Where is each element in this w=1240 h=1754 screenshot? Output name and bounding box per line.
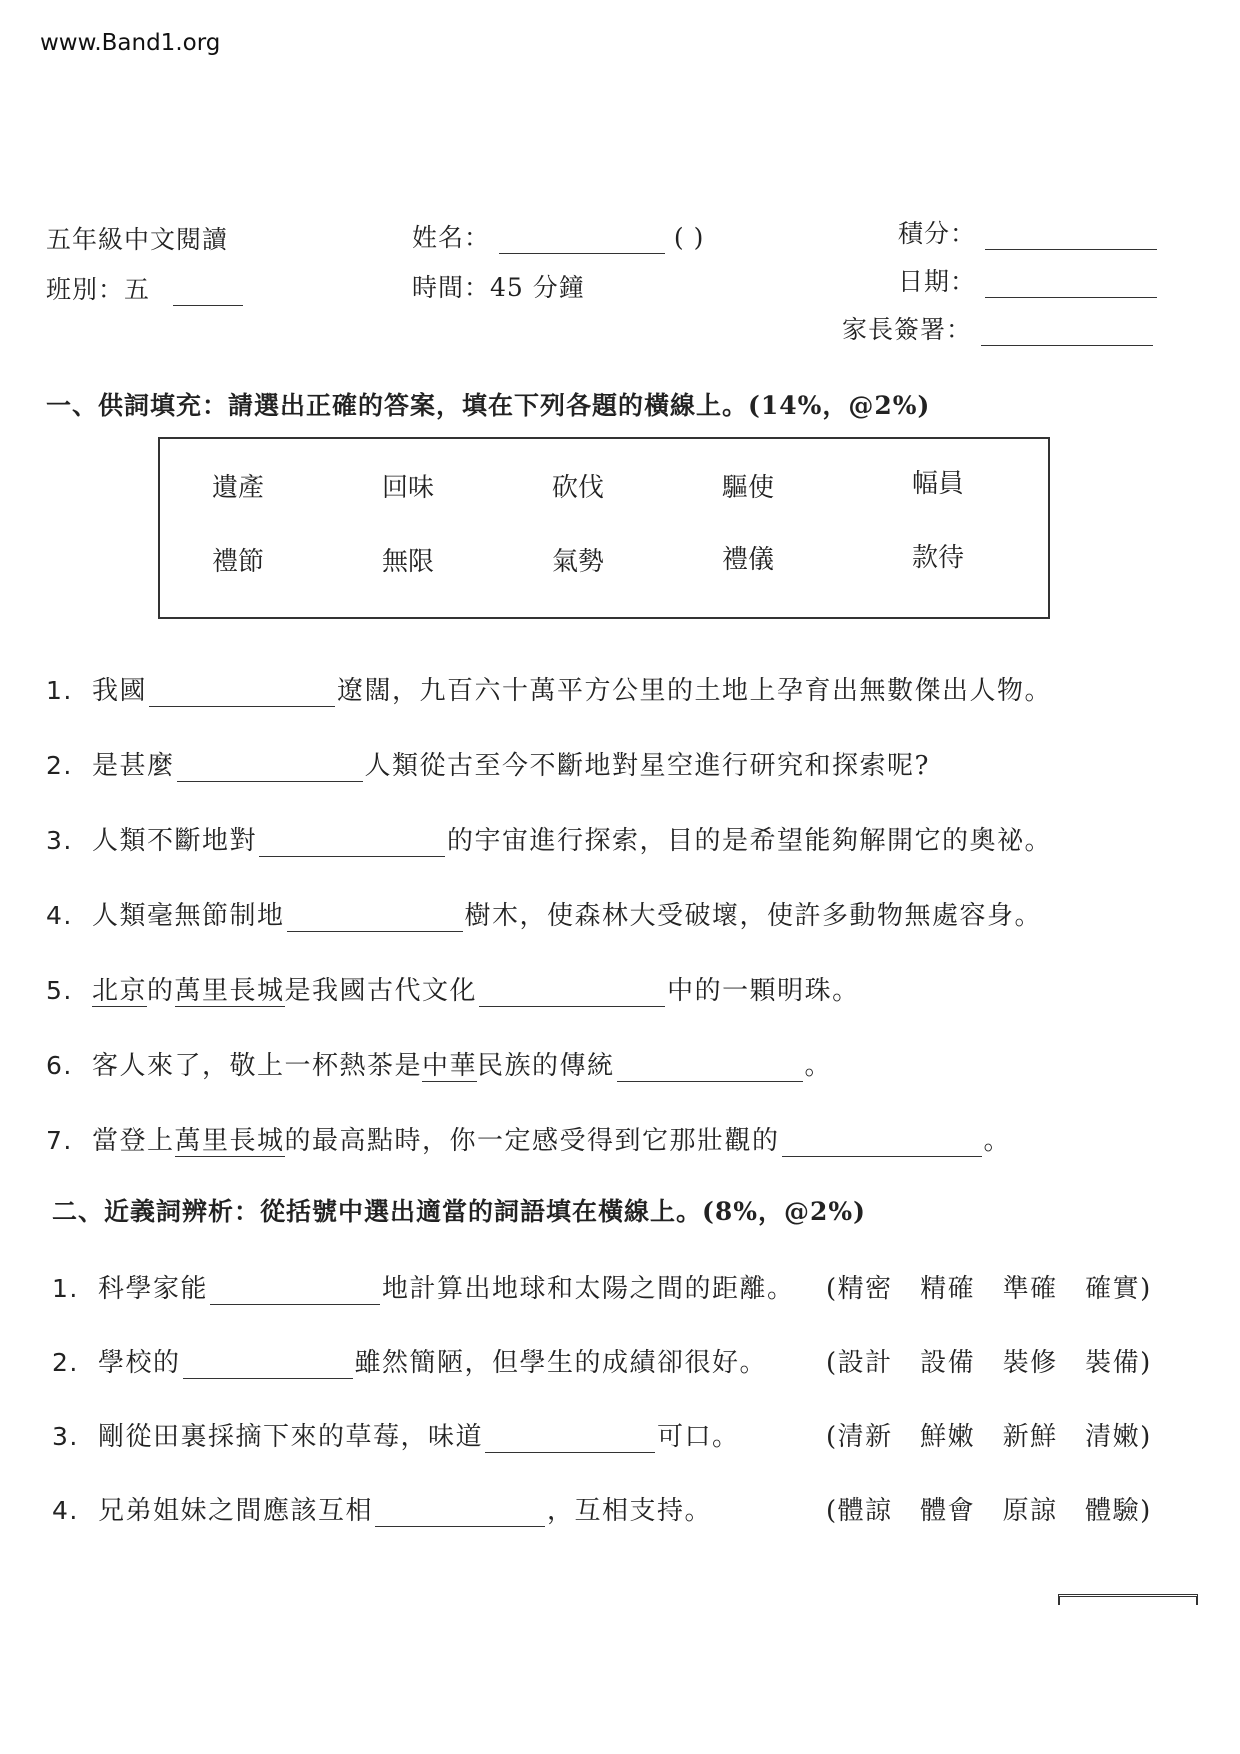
name-field — [412, 218, 704, 254]
score-field — [898, 214, 1157, 250]
question-1-3 — [46, 820, 1052, 857]
question-number: 3. — [52, 1422, 79, 1451]
section-2-title: 二、近義詞辨析：從括號中選出適當的詞語填在橫線上。(8%，@2%) — [52, 1197, 866, 1226]
question-text: 人類從古至今不斷地對星空進行研究和探索呢? — [364, 751, 930, 781]
time-label: 時間：45 分鐘 — [412, 273, 585, 302]
score-label: 積分： — [898, 219, 977, 248]
question-2-1-options: (精密 精確 準確 確實) — [826, 1274, 1152, 1304]
worksheet-title: 五年級中文閱讀 — [46, 225, 229, 254]
question-text: 樹木，使森林大受破壞，使許多動物無處容身。 — [464, 901, 1043, 931]
class-blank[interactable] — [173, 279, 243, 306]
date-blank[interactable] — [985, 271, 1157, 298]
question-number: 2. — [46, 751, 73, 780]
question-2-3 — [52, 1416, 740, 1453]
question-2-4-options: (體諒 體會 原諒 體驗) — [826, 1496, 1152, 1526]
word-bank-item: 回味 — [382, 473, 435, 503]
class-field — [46, 270, 243, 306]
question-text: 中的一顆明珠。 — [667, 976, 860, 1006]
question-text: 當登上 — [92, 1126, 175, 1156]
word-bank-item: 驅使 — [722, 473, 775, 503]
question-text: 地計算出地球和太陽之間的距離。 — [382, 1274, 795, 1304]
question-text: 。 — [983, 1126, 1012, 1156]
question-1-7 — [46, 1120, 1011, 1157]
date-field — [898, 262, 1157, 298]
question-text: 民族的傳統 — [477, 1051, 615, 1081]
word-bank-item: 禮節 — [212, 547, 265, 577]
question-2-2-options: (設計 設備 裝修 裝備) — [826, 1348, 1152, 1378]
answer-blank[interactable] — [479, 979, 665, 1007]
word-bank-item: 幅員 — [912, 469, 965, 499]
question-number: 4. — [46, 901, 73, 930]
question-number: 5. — [46, 976, 73, 1005]
word-bank-item: 遺產 — [212, 473, 265, 503]
question-text: 科學家能 — [98, 1274, 209, 1304]
word-bank-item: 款待 — [912, 543, 965, 573]
proper-noun: 萬里長城 — [174, 976, 285, 1006]
answer-blank[interactable] — [183, 1351, 353, 1379]
question-text: 是我國古代文化 — [284, 976, 478, 1006]
question-2-4 — [52, 1490, 712, 1527]
question-1-1 — [46, 670, 1052, 707]
answer-blank[interactable] — [287, 904, 463, 932]
proper-noun: 萬里長城 — [174, 1126, 285, 1156]
question-text: 人類不斷地對 — [92, 826, 258, 856]
question-text: 雖然簡陋，但學生的成績卻很好。 — [354, 1348, 768, 1378]
word-bank-box — [158, 437, 1050, 619]
question-text: 我國 — [92, 676, 148, 706]
question-text: 客人來了，敬上一杯熱茶是 — [92, 1051, 423, 1081]
answer-blank[interactable] — [485, 1425, 655, 1453]
question-text: 人類毫無節制地 — [92, 901, 285, 931]
answer-blank[interactable] — [375, 1499, 545, 1527]
answer-blank[interactable] — [782, 1129, 982, 1157]
section-1-title: 一、供詞填充：請選出正確的答案，填在下列各題的橫線上。(14%，@2%) — [46, 391, 931, 420]
proper-noun: 中華 — [422, 1051, 478, 1081]
question-number: 1. — [52, 1274, 79, 1303]
question-text: 剛從田裏採摘下來的草莓，味道 — [98, 1422, 484, 1452]
sign-field — [842, 310, 1153, 346]
question-text: 的 — [147, 976, 175, 1006]
question-2-1 — [52, 1268, 795, 1305]
site-watermark: www.Band1.org — [40, 30, 221, 56]
question-2-2 — [52, 1342, 767, 1379]
answer-blank[interactable] — [259, 829, 445, 857]
question-text: ，互相支持。 — [547, 1496, 713, 1526]
question-1-4 — [46, 895, 1042, 932]
question-number: 3. — [46, 826, 73, 855]
page-corner-mark — [1058, 1594, 1198, 1605]
word-bank-item: 砍伐 — [552, 473, 605, 503]
proper-noun: 北京 — [92, 976, 148, 1006]
question-number: 4. — [52, 1496, 79, 1525]
sign-blank[interactable] — [981, 319, 1153, 346]
sign-label: 家長簽署： — [842, 315, 973, 344]
score-blank[interactable] — [985, 223, 1157, 250]
question-1-5 — [46, 970, 860, 1007]
name-blank[interactable] — [499, 227, 665, 254]
question-text: 兄弟姐妹之間應該互相 — [98, 1496, 374, 1526]
name-label: 姓名： — [412, 223, 491, 252]
question-1-2 — [46, 745, 930, 782]
question-text: 可口。 — [657, 1422, 740, 1452]
word-bank-item: 禮儀 — [722, 545, 775, 575]
question-number: 1. — [46, 676, 73, 705]
question-text: 。 — [804, 1051, 833, 1081]
question-number: 7. — [46, 1126, 73, 1155]
question-1-6 — [46, 1045, 832, 1082]
word-bank-item: 無限 — [382, 547, 435, 577]
question-text: 遼闊，九百六十萬平方公里的土地上孕育出無數傑出人物。 — [337, 676, 1053, 706]
question-text: 學校的 — [98, 1348, 181, 1378]
answer-blank[interactable] — [617, 1054, 803, 1082]
answer-blank[interactable] — [177, 754, 363, 782]
question-2-3-options: (清新 鮮嫩 新鮮 清嫩) — [826, 1422, 1152, 1452]
question-text: 是甚麼 — [92, 751, 175, 781]
question-text: 的宇宙進行探索，目的是希望能夠解開它的奧祕。 — [447, 826, 1053, 856]
answer-blank[interactable] — [149, 679, 335, 707]
class-number-paren: ( ) — [673, 223, 705, 252]
question-text: 的最高點時，你一定感受得到它那壯觀的 — [284, 1126, 780, 1156]
answer-blank[interactable] — [210, 1277, 380, 1305]
date-label: 日期： — [898, 267, 977, 296]
class-label: 班別：五 — [46, 275, 151, 304]
question-number: 6. — [46, 1051, 73, 1080]
question-number: 2. — [52, 1348, 79, 1377]
word-bank-item: 氣勢 — [552, 547, 605, 577]
